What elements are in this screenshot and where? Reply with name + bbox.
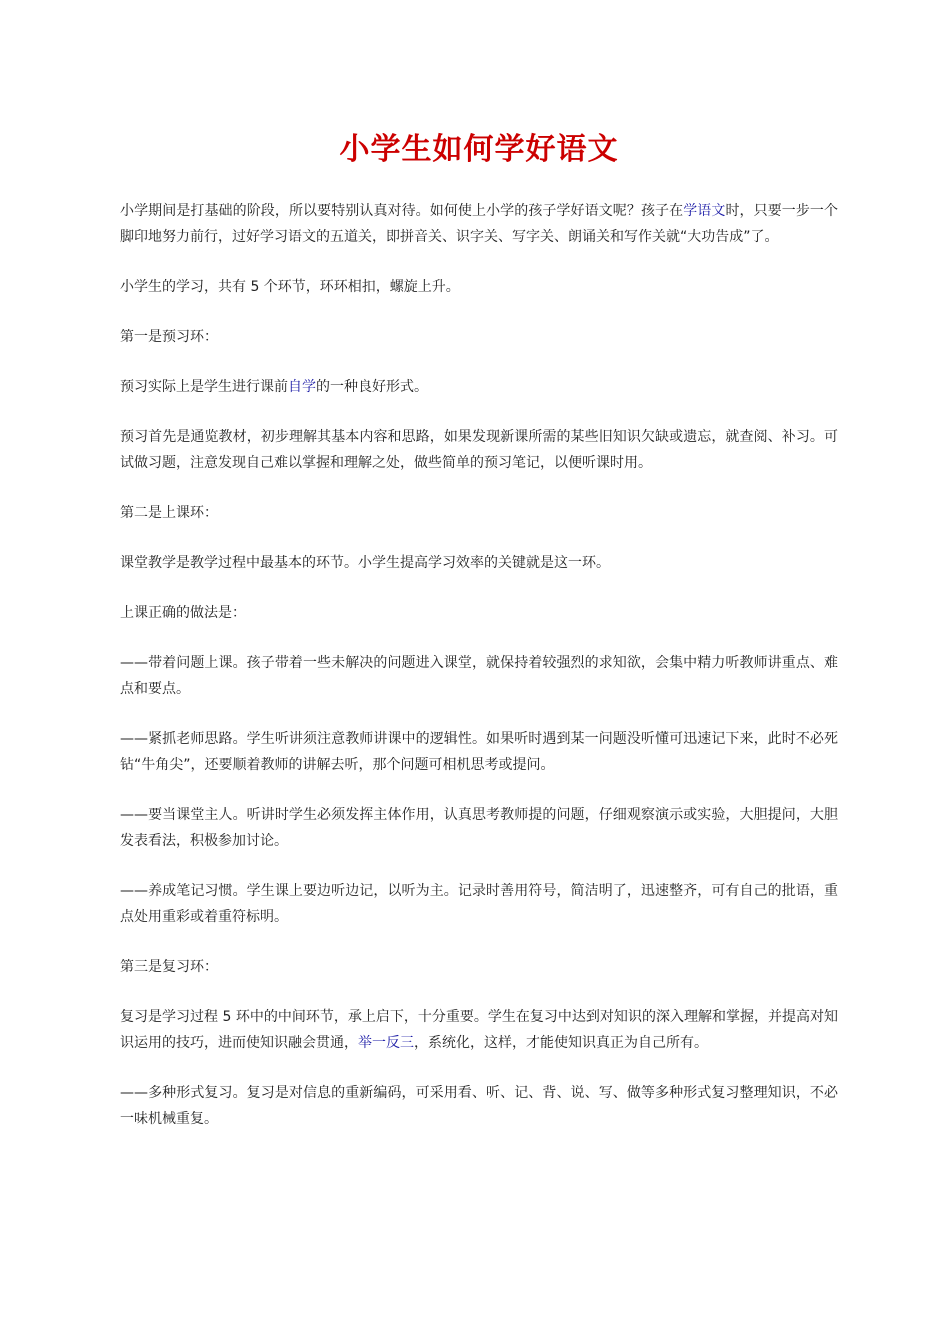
- review-point-multiple-forms: ——多种形式复习。复习是对信息的重新编码，可采用看、听、记、背、说、写、做等多种形式复习整理知识，不必一味机械重复。: [120, 1085, 838, 1127]
- intro-text-start: 小学期间是打基础的阶段，所以要特别认真对待。如何使上小学的孩子学好语文呢？孩子在: [120, 203, 684, 219]
- link-learn-chinese[interactable]: 学语文: [683, 203, 726, 219]
- class-method-heading: 上课正确的做法是：: [120, 605, 246, 621]
- class-point-be-master: ——要当课堂主人。听讲时学生必须发挥主体作用，认真思考教师提的问题，仔细观察演示或实验，大胆提问，大胆发表看法，积极参加讨论。: [120, 807, 838, 849]
- intro-text-end: 时，只要一步一个脚印地努力前行，过好学习语文的五道关，即拼音关、识字关、写字关、朗诵关和写作关就“大功告成”了。: [120, 203, 839, 245]
- section-heading-review: 第三是复习环：: [120, 959, 218, 975]
- overview-paragraph: 小学生的学习，共有 5 个环节，环环相扣，螺旋上升。: [120, 279, 460, 295]
- preview-definition-paragraph: [120, 374, 838, 400]
- section-heading-class: 第二是上课环：: [120, 505, 218, 521]
- review-definition-paragraph: [120, 1004, 838, 1056]
- section-heading-preview: 第一是预习环：: [120, 329, 218, 345]
- preview-text-start: 预习实际上是学生进行课前: [120, 379, 288, 395]
- page-title: 小学生如何学好语文: [339, 132, 619, 167]
- link-draw-inferences[interactable]: 举一反三: [358, 1035, 414, 1051]
- class-point-follow-teacher: ——紧抓老师思路。学生听讲须注意教师讲课中的逻辑性。如果听时遇到某一问题没听懂可迅速记下来，此时不必死钻“牛角尖”，还要顺着教师的讲解去听，那个问题可相机思考或提问。: [120, 731, 838, 773]
- review-text-end: ，系统化，这样，才能使知识真正为自己所有。: [414, 1035, 708, 1051]
- review-text-start: 复习是学习过程 5 环中的中间环节，承上启下，十分重要。学生在复习中达到对知识的深入理解和掌握，并提高对知识运用的技巧，进而使知识融会贯通，: [120, 1009, 838, 1051]
- intro-paragraph: [120, 198, 838, 250]
- class-definition-paragraph: 课堂教学是教学过程中最基本的环节。小学生提高学习效率的关键就是这一环。: [120, 555, 610, 571]
- link-self-study[interactable]: 自学: [288, 379, 316, 395]
- class-point-questions: ——带着问题上课。孩子带着一些未解决的问题进入课堂，就保持着较强烈的求知欲，会集中精力听教师讲重点、难点和要点。: [120, 655, 838, 697]
- preview-method-paragraph: 预习首先是通览教材，初步理解其基本内容和思路，如果发现新课所需的某些旧知识欠缺或遗忘，就查阅、补习。可试做习题，注意发现自己难以掌握和理解之处，做些简单的预习笔记，以便听课时用。: [120, 429, 838, 471]
- class-point-notes: ——养成笔记习惯。学生课上要边听边记，以听为主。记录时善用符号，简洁明了，迅速整齐，可有自己的批语，重点处用重彩或着重符标明。: [120, 883, 838, 925]
- document-page: [120, 130, 838, 1156]
- preview-text-end: 的一种良好形式。: [316, 379, 428, 395]
